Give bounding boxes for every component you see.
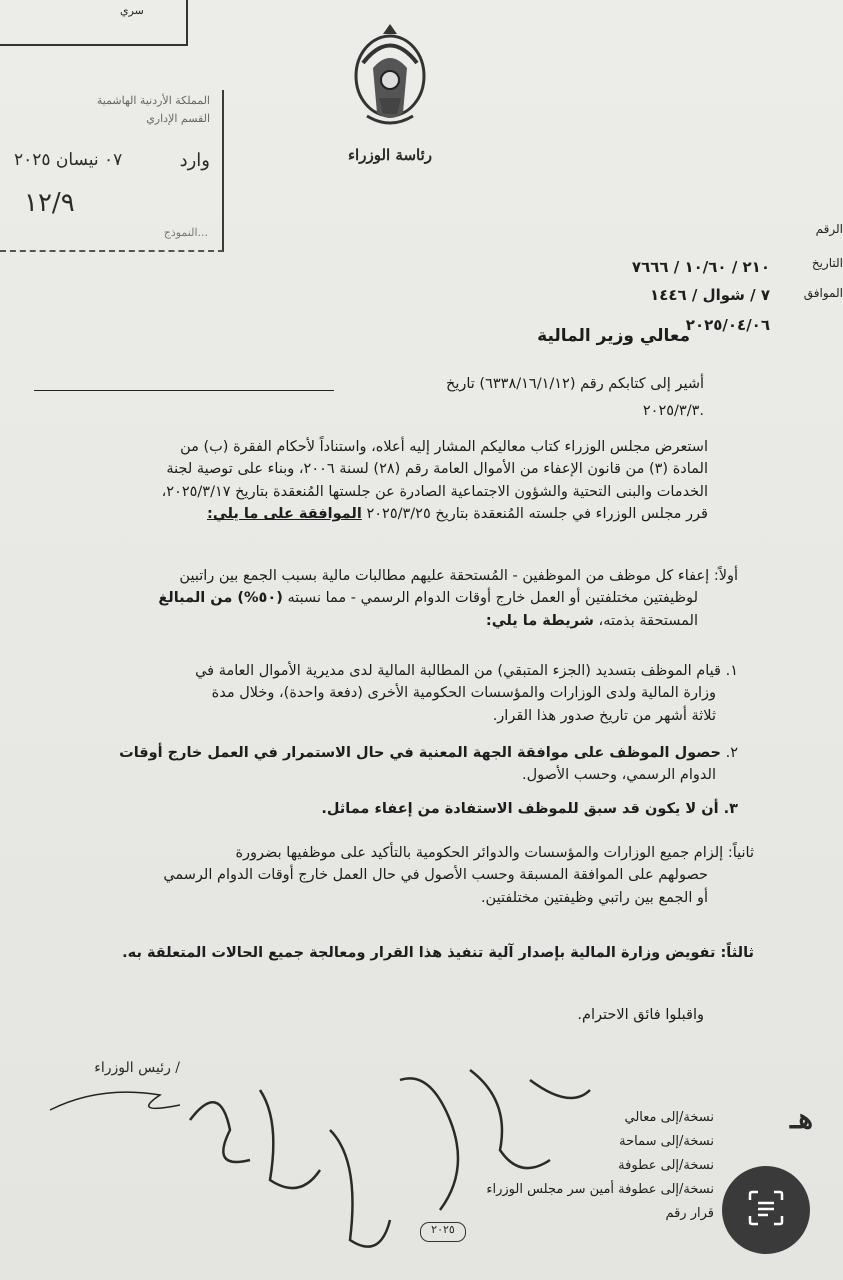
intro-line-1: استعرض مجلس الوزراء كتاب معاليكم المشار إليه أعلاه، واستناداً لأحكام الفقرة (ب) من — [180, 439, 708, 455]
received-stamp — [0, 90, 224, 252]
reference-line-1 — [40, 373, 704, 395]
third-label: ثالثاً: — [720, 945, 754, 961]
first-line-3 — [18, 610, 738, 632]
coat-of-arms-icon — [345, 18, 435, 138]
ministry-title: رئاسة الوزراء — [347, 146, 433, 164]
corner-text: سري — [120, 4, 144, 17]
first-item — [18, 565, 738, 632]
intro-line-4-text: قرر مجلس الوزراء في جلسته المُنعقدة بتاريخ ٢٠٢٥/٣/٢٥ — [366, 506, 708, 523]
condition-3-text: أن لا يكون قد سبق للموظف الاستفادة من إعفاء مماثل. — [321, 801, 719, 817]
first-condition: شريطة ما يلي: — [485, 612, 594, 629]
closing: واقبلوا فائق الاحترام. — [577, 1007, 704, 1023]
third-text: تفويض وزارة المالية بإصدار آلية تنفيذ هذا القرار ومعالجة جميع الحالات المتعلقة به. — [122, 945, 716, 961]
first-line-2 — [18, 587, 738, 609]
stamp-line2: القسم الإداري — [146, 112, 210, 125]
intro-line-3: الخدمات والبنى التحتية والشؤون الاجتماعية الصادرة عن جلستها المُنعقدة بتاريخ ٢٠٢٥/٣/١٧، — [161, 483, 708, 500]
first-text-2: لوظيفتين مختلفتين أو العمل خارج أوقات الدوام الرسمي - مما نسبته — [287, 590, 698, 607]
addressee: معالي وزير المالية — [537, 326, 690, 346]
second-label: ثانياً: — [727, 845, 754, 861]
first-text-1: إعفاء كل موظف من الموظفين - المُستحقة عليهم مطالبات مالية بسبب الجمع بين راتبين — [179, 568, 710, 584]
intro-approval: الموافقة على ما يلي: — [207, 506, 362, 523]
corner-box — [0, 0, 188, 46]
reference-text: أشير إلى كتابكم رقم (٦٣٣٨/١٦/١/١٢) تاريخ — [445, 376, 704, 392]
condition-1-number: ١. — [725, 663, 738, 679]
ref-value: ٢١٠ / ١٠/٦٠ / ٧٦٦٦ — [631, 258, 770, 276]
condition-1 — [18, 660, 738, 727]
reference-line-2: .٢٠٢٥/٣/٣ — [642, 403, 704, 419]
stamp-ref-number: ١٢/٩ — [24, 188, 75, 218]
copy-item: نسخة/إلى عطوفة — [618, 1158, 714, 1174]
first-text-3: المستحقة بذمته، — [598, 612, 698, 629]
second-text-2: حصولهم على الموافقة المسبقة وحسب الأصول في حال العمل خارج أوقات الدوام الرسمي — [163, 867, 708, 884]
first-percentage: (٥٠%) من المبالغ — [158, 590, 283, 607]
copies-stamp: ٢٠٢٥ — [420, 1222, 466, 1242]
margin-mark: هـ — [790, 1102, 813, 1135]
condition-2-number: ٢. — [725, 745, 738, 761]
corresponding-value: ٢٠٢٥/٠٤/٠٦ — [685, 316, 770, 334]
intro-line-4 — [22, 503, 708, 525]
copies-list — [300, 1106, 714, 1226]
text-scan-icon — [746, 1188, 786, 1232]
text-scan-button[interactable] — [722, 1166, 810, 1254]
condition-2-text-2: الدوام الرسمي، وحسب الأصول. — [521, 767, 716, 784]
condition-3 — [18, 798, 738, 820]
condition-3-number: ٣. — [723, 801, 738, 817]
stamp-line1: المملكة الأردنية الهاشمية — [96, 94, 210, 107]
date-label: التاريخ — [811, 256, 843, 270]
second-line-1 — [18, 842, 754, 864]
stamp-received-date: ٠٧ نيسان ٢٠٢٥ — [14, 150, 123, 170]
date-value: ٧ / شوال / ١٤٤٦ — [650, 286, 770, 304]
signature-scribble — [40, 1080, 190, 1120]
intro-paragraph — [22, 436, 708, 526]
second-item — [18, 842, 754, 909]
condition-2-text-1: حصول الموظف على موافقة الجهة المعنية في حال الاستمرار في العمل خارج أوقات — [119, 745, 721, 761]
copy-item: قرار رقم — [665, 1206, 714, 1222]
copy-item: نسخة/إلى معالي — [624, 1110, 714, 1125]
condition-1-text-2: وزارة المالية ولدى الوزارات والمؤسسات الحكومية الأخرى (دفعة واحدة)، وخلال مدة — [211, 685, 716, 702]
first-line-1 — [18, 565, 738, 587]
condition-2-line-1 — [18, 742, 738, 764]
corresponding-label: الموافق — [803, 286, 843, 300]
condition-2 — [18, 742, 738, 787]
stamp-footer: ...النموذج — [163, 226, 208, 239]
copy-item: نسخة/إلى عطوفة أمين سر مجلس الوزراء — [486, 1182, 714, 1198]
copy-item: نسخة/إلى سماحة — [619, 1134, 714, 1150]
intro-line-2: المادة (٣) من قانون الإعفاء من الأموال العامة رقم (٢٨) لسنة ٢٠٠٦، وبناء على توصية لجنة — [166, 461, 708, 478]
signature-title: / رئيس الوزراء — [94, 1060, 180, 1076]
condition-1-text-3: ثلاثة أشهر من تاريخ صدور هذا القرار. — [492, 707, 716, 724]
second-text-1: إلزام جميع الوزارات والمؤسسات والدوائر الحكومية بالتأكيد على موظفيها بضرورة — [235, 845, 724, 861]
first-label: أولاً: — [713, 568, 738, 584]
condition-1-text-1: قيام الموظف بتسديد (الجزء المتبقي) من المطالبة المالية لدى مديرية الأموال العامة في — [195, 663, 721, 679]
second-text-3: أو الجمع بين راتبي وظيفتين مختلفتين. — [480, 889, 708, 906]
ref-label: الرقم — [815, 222, 843, 236]
third-item — [18, 942, 754, 964]
stamp-received-label: وارد — [179, 150, 210, 171]
condition-1-line-1 — [18, 660, 738, 682]
reference-underline — [34, 390, 334, 391]
